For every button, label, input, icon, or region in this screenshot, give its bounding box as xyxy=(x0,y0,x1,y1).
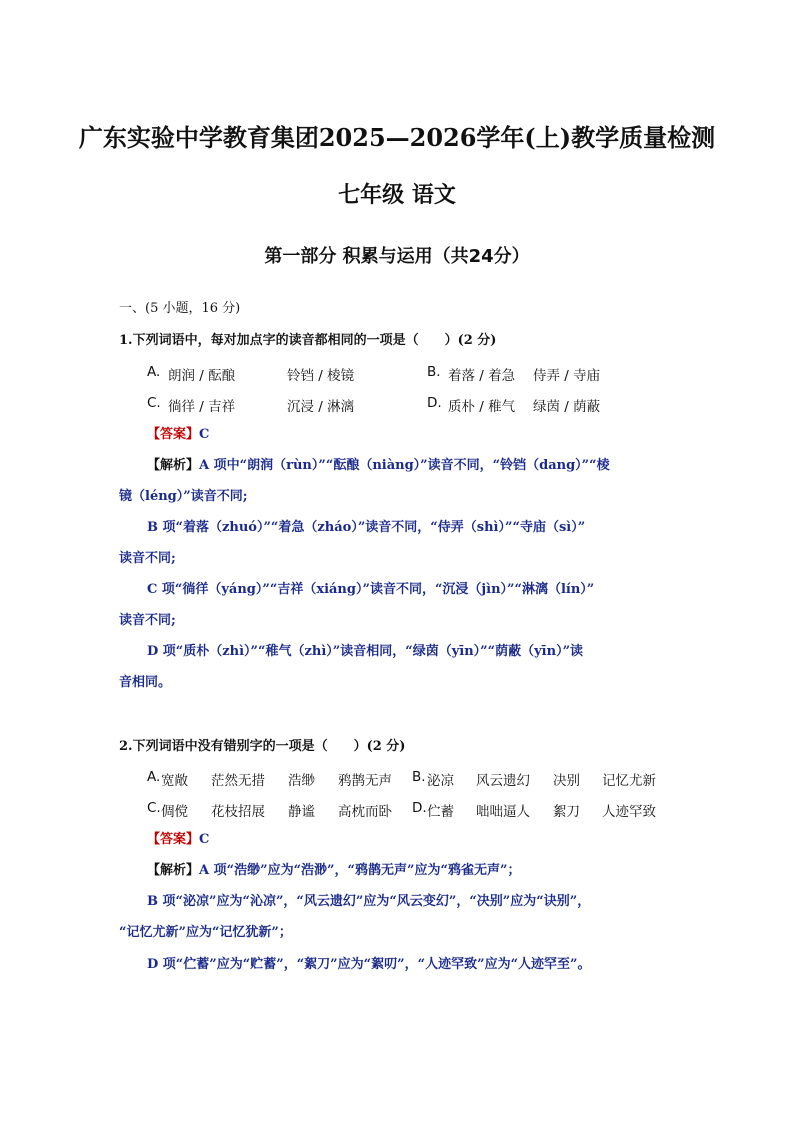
grade-subject: 七年级 语文 xyxy=(338,182,456,208)
q2-option-d-word-2: 咄咄逼人 xyxy=(476,804,530,820)
q2-answer xyxy=(147,831,209,849)
analysis-tag: 【解析】 xyxy=(147,458,200,473)
q2-option-a-word-4: 鸦鹊无声 xyxy=(338,773,392,789)
q1-option-d-label: D. xyxy=(427,395,442,411)
q1-option-b-pair-1: 着落 / 着急 xyxy=(448,368,516,384)
q2-analysis-line-2: B 项“泌凉”应为“沁凉”，“风云遗幻”应为“风云变幻”，“决别”应为“诀别”， xyxy=(147,894,591,909)
q2-option-b-word-1: 泌凉 xyxy=(427,773,454,789)
q2-option-c-label: C. xyxy=(147,800,161,816)
q2-option-d-label: D. xyxy=(412,800,427,816)
q1-answer xyxy=(147,426,209,444)
q2-option-a-word-2: 茫然无措 xyxy=(211,773,265,789)
answer-tag: 【答案】 xyxy=(147,427,200,442)
q2-analysis-line-1: 【解析】A 项“浩缈”应为“浩渺”，“鸦鹊无声”应为“鸦雀无声”； xyxy=(147,863,521,878)
q2-option-a-label: A. xyxy=(147,769,161,785)
q2-option-b-word-2: 风云遗幻 xyxy=(476,773,530,789)
q2-option-b-word-3: 决别 xyxy=(553,773,580,789)
q1-option-c-pair-1: 徜徉 / 吉祥 xyxy=(168,399,236,415)
q1-analysis-line-3: B 项“着落（zhuó）”“着急（zháo）”读音不同，“侍弄（shì）”“寺庙（sì）” xyxy=(147,520,586,535)
q1-option-a-pair-2: 铃铛 / 棱镜 xyxy=(287,368,355,384)
question-2-stem: 2.下列词语中没有错别字的一项是（ ）(2 分) xyxy=(119,739,406,754)
q1-analysis-line-4: 读音不同; xyxy=(119,551,176,566)
q1-option-b-pair-2: 侍弄 / 寺庙 xyxy=(533,368,601,384)
q2-analysis-line-3: “记忆尤新”应为“记忆犹新”； xyxy=(119,925,292,940)
q1-analysis-line-6: 读音不同; xyxy=(119,613,176,628)
part-title: 第一部分 积累与运用（共24分） xyxy=(264,246,530,267)
q2-option-b-label: B. xyxy=(412,769,426,785)
q2-option-a-word-3: 浩缈 xyxy=(288,773,315,789)
q2-option-b-word-4: 记忆尤新 xyxy=(602,773,656,789)
q1-option-c-label: C. xyxy=(147,395,161,411)
q2-option-c-word-3: 静谧 xyxy=(288,804,315,820)
q2-option-a-word-1: 宽敞 xyxy=(161,773,188,789)
q2-option-d-word-4: 人迹罕致 xyxy=(602,804,656,820)
section-heading: 一、(5 小题，16 分) xyxy=(119,301,241,316)
q1-option-d-pair-1: 质朴 / 稚气 xyxy=(448,399,516,415)
q2-option-c-word-2: 花枝招展 xyxy=(211,804,265,820)
q1-option-a-pair-1: 朗润 / 酝酿 xyxy=(168,368,236,384)
q1-analysis-line-2: 镜（léng）”读音不同; xyxy=(119,489,248,504)
q1-analysis-line-7: D 项“质朴（zhì）”“稚气（zhì）”读音相同，“绿茵（yīn）”“荫蔽（yīn）”读 xyxy=(147,644,584,659)
answer-value: C xyxy=(199,427,210,442)
answer-value: C xyxy=(199,832,210,847)
q1-option-c-pair-2: 沉浸 / 淋漓 xyxy=(287,399,355,415)
q1-analysis-line-1: 【解析】A 项中“朗润（rùn）”“酝酿（niàng）”读音不同，“铃铛（dang）”“棱 xyxy=(147,458,610,473)
q2-analysis-line-4: D 项“伫蓄”应为“贮蓄”，“絮刀”应为“絮叨”，“人迹罕致”应为“人迹罕至”。 xyxy=(147,957,591,972)
q1-option-d-pair-2: 绿茵 / 荫蔽 xyxy=(533,399,601,415)
q1-analysis-line-5: C 项“徜徉（yáng）”“吉祥（xiáng）”读音不同，“沉浸（jìn）”“淋漓（lín）” xyxy=(147,582,595,597)
q2-option-c-word-1: 倜傥 xyxy=(161,804,188,820)
q2-option-c-word-4: 高枕而卧 xyxy=(338,804,392,820)
analysis-tag: 【解析】 xyxy=(147,863,200,878)
q2-option-d-word-3: 絮刀 xyxy=(553,804,580,820)
q1-analysis-line-8: 音相同。 xyxy=(119,675,172,690)
q2-option-d-word-1: 伫蓄 xyxy=(427,804,454,820)
q1-option-a-label: A. xyxy=(147,364,161,380)
q1-option-b-label: B. xyxy=(427,364,441,380)
answer-tag: 【答案】 xyxy=(147,832,200,847)
exam-title: 广东实验中学教育集团2025—2026学年(上)教学质量检测 xyxy=(78,123,716,152)
question-1-stem: 1.下列词语中，每对加点字的读音都相同的一项是（ ）(2 分) xyxy=(119,333,497,348)
